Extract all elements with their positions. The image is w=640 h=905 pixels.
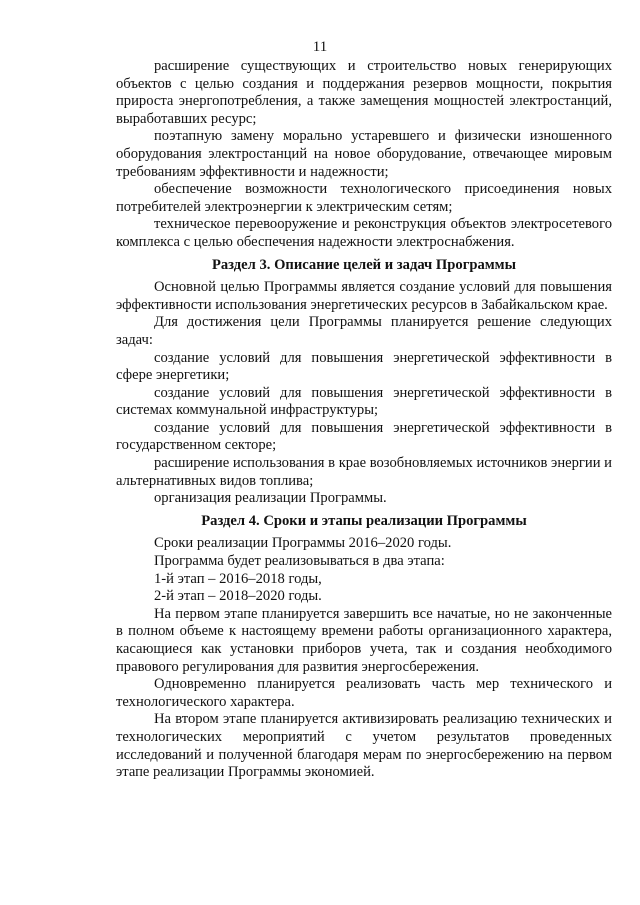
paragraph: На первом этапе планируется завершить все начатые, но не законченные в полном объеме к настоящему времени работы организационного характера, касающиеся как установки приборов учета, так и создания необходимого правового регулирования для развития энергосбережения. bbox=[116, 605, 612, 675]
list-item: организация реализации Программы. bbox=[154, 490, 387, 507]
list-item: создание условий для повышения энергетической эффективности в сфере энергетики; bbox=[116, 349, 612, 384]
section-4-heading: Раздел 4. Сроки и этапы реализации Программы bbox=[201, 512, 527, 529]
paragraph: Для достижения цели Программы планируется решение следующих задач: bbox=[116, 314, 612, 348]
list-item: 1-й этап – 2016–2018 годы, bbox=[154, 570, 322, 587]
list-item: 2-й этап – 2018–2020 годы. bbox=[154, 588, 322, 605]
page-number: 11 bbox=[312, 39, 328, 55]
list-item: расширение использования в крае возобновляемых источников энергии и альтернативных видов топлива; bbox=[116, 455, 612, 489]
list-item: техническое перевооружение и реконструкция объектов электросетевого комплекса с целью обеспечения надежности электроснабжения. bbox=[116, 216, 612, 250]
list-item: поэтапную замену морально устаревшего и физически изношенного оборудования электростанций на новое оборудование, отвечающее мировым требованиям эффективности и надежности; bbox=[116, 128, 612, 180]
paragraph: Одновременно планируется реализовать часть мер технического и технологического характера. bbox=[116, 676, 612, 710]
list-item: создание условий для повышения энергетической эффективности в государственном секторе; bbox=[116, 419, 612, 454]
paragraph: Программа будет реализовываться в два этапа: bbox=[154, 553, 445, 570]
section-3-heading: Раздел 3. Описание целей и задач Программы bbox=[211, 256, 517, 273]
paragraph: Сроки реализации Программы 2016–2020 годы. bbox=[154, 535, 452, 552]
page-content bbox=[116, 58, 612, 782]
paragraph: Основной целью Программы является создание условий для повышения эффективности использования энергетических ресурсов в Забайкальском крае. bbox=[116, 279, 612, 313]
paragraph: На втором этапе планируется активизировать реализацию технических и технологических мероприятий с учетом результатов проведенных исследований и полученной благодаря мерам по энергосбережению на первом этапе реализации Программы экономией. bbox=[116, 711, 612, 781]
list-item: обеспечение возможности технологического присоединения новых потребителей электроэнергии к электрическим сетям; bbox=[116, 181, 612, 215]
list-item: расширение существующих и строительство новых генерирующих объектов с целью создания и поддержания резервов мощности, покрытия прироста энергопотребления, а также замещения мощностей электростанций, выработавших ресурс; bbox=[116, 58, 612, 127]
list-item: создание условий для повышения энергетической эффективности в системах коммунальной инфраструктуры; bbox=[116, 384, 612, 419]
